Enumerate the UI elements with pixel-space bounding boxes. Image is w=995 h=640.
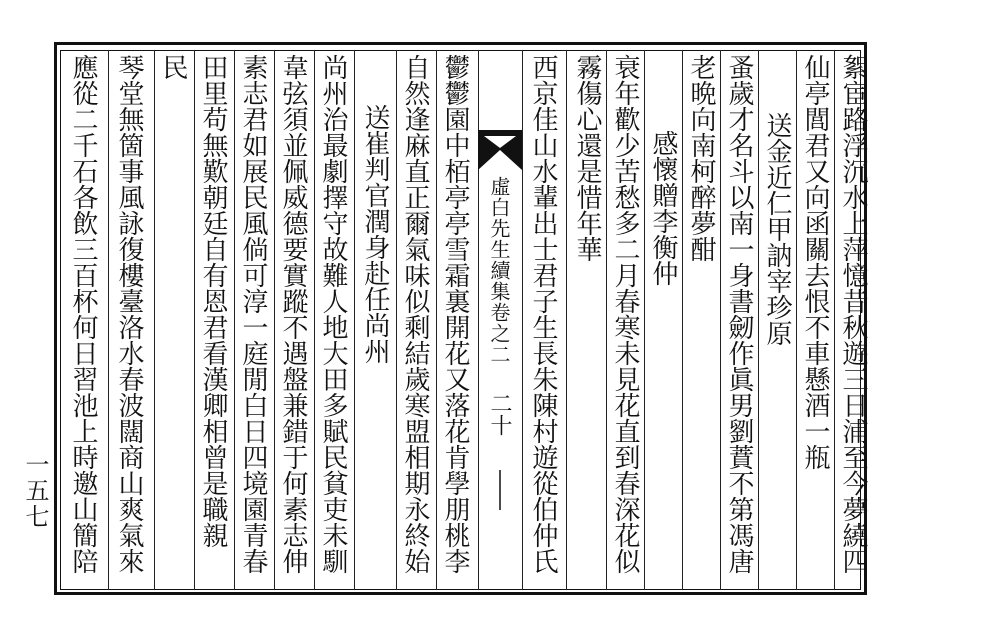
column-rule	[154, 50, 155, 590]
text-column: 民	[158, 54, 188, 80]
column-rule	[274, 50, 275, 590]
text-column: 自然逢麻直正爾氣味似剩結歲寒盟相期永終始	[400, 54, 430, 574]
text-column: 西京佳山水輩出士君子生長朱陳村遊從伯仲氏	[528, 54, 558, 574]
column-rule	[758, 50, 759, 590]
folio-number: 二十	[487, 392, 512, 436]
text-column: 田里苟無歎朝廷自有恩君看漢卿相曾是職親	[198, 54, 228, 548]
text-column: 仙亭閭君又向函關去恨不車懸酒一瓶	[800, 54, 830, 470]
column-rule	[606, 50, 607, 590]
column-rule	[436, 50, 437, 590]
text-column: 鬱鬱園中栢亭亭雪霜裏開花又落花肯學朋桃李	[440, 54, 470, 574]
column-rule	[314, 50, 315, 590]
text-column: 絮宦路浮沉水上萍憶昔秋遊三日浦至今夢繞四	[838, 54, 868, 574]
text-column: 霧傷心還是惜年華	[572, 54, 602, 262]
text-column: 韋弦須並佩威德要實蹤不遇盤兼錯于何素志伸	[278, 54, 308, 574]
column-rule	[682, 50, 683, 590]
text-column: 尚州治最劇擇守故難人地大田多賦民貧吏未馴	[318, 54, 348, 574]
column-rule	[396, 50, 397, 590]
text-column: 衰年歡少苦愁多二月春寒未見花直到春深花似	[610, 54, 640, 574]
column-rule	[194, 50, 195, 590]
text-column: 感懷贈李衡仲	[648, 130, 678, 286]
text-column: 老晩向南柯醉夢酣	[686, 54, 716, 262]
column-rule	[108, 50, 109, 590]
volume-title: 虛白先生續集卷之二	[487, 176, 511, 365]
column-rule	[234, 50, 235, 590]
fishtail-mark-top	[478, 130, 522, 170]
text-column: 送金近仁甲訥宰珍原	[762, 112, 792, 346]
fishtail-mark-bottom	[478, 470, 522, 510]
column-rule	[834, 50, 835, 590]
column-rule	[522, 50, 523, 590]
column-rule	[644, 50, 645, 590]
text-column: 送崔判官潤身赴任尚州	[360, 104, 390, 364]
column-rule	[566, 50, 567, 590]
text-column: 應從二千石各飲三百杯何日習池上時邀山簡陪	[68, 54, 98, 574]
column-rule	[796, 50, 797, 590]
column-rule	[354, 50, 355, 590]
text-column: 蚤歲才名斗以南一身書劒作眞男劉蕡不第馮唐	[724, 54, 754, 574]
page-number: 一五七	[21, 452, 49, 530]
column-rule	[720, 50, 721, 590]
text-column: 素志君如展民風倘可淳一庭閒白日四境園青春	[238, 54, 268, 574]
text-column: 琴堂無箇事風詠復樓臺洛水春波闊商山爽氣來	[114, 54, 144, 574]
